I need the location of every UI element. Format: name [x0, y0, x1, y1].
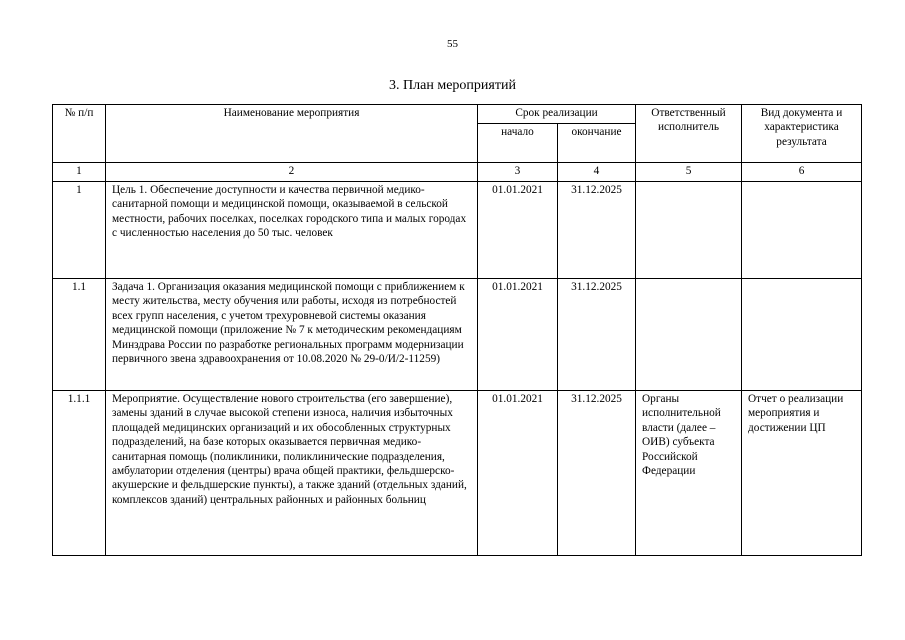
column-number: 3 — [478, 163, 558, 182]
header-responsible: Ответственный исполнитель — [636, 105, 742, 163]
row-num: 1.1.1 — [53, 391, 106, 556]
column-numbers-row — [53, 163, 862, 182]
row-name: Задача 1. Организация оказания медицинской помощи с приближением к месту жительства, месту обучения или работы, исходя из потребностей всех групп населения, с учетом трехуровневой системы оказания медицинской помощи (приложение № 7 к методическим рекомендациям Минздрава России по разработке региональных программ модернизации первичного звена здравоохранения от 10.08.2020 № 29-0/И/2-11259) — [106, 279, 478, 391]
header-row — [53, 105, 862, 124]
column-number: 5 — [636, 163, 742, 182]
row-end: 31.12.2025 — [558, 182, 636, 279]
header-document: Вид документа и характеристика результата — [742, 105, 862, 163]
row-start: 01.01.2021 — [478, 182, 558, 279]
column-number: 6 — [742, 163, 862, 182]
header-end: окончание — [558, 124, 636, 163]
row-name: Цель 1. Обеспечение доступности и качества первичной медико-санитарной помощи и медицинской помощи, оказываемой в сельской местности, рабочих поселках, поселках городского типа и малых городах с численностью населения до 50 тыс. человек — [106, 182, 478, 279]
row-responsible — [636, 279, 742, 391]
table-row — [53, 279, 862, 391]
row-document — [742, 279, 862, 391]
row-responsible: Органы исполнительной власти (далее – ОИВ) субъекта Российской Федерации — [636, 391, 742, 556]
column-number: 1 — [53, 163, 106, 182]
row-document: Отчет о реализации мероприятия и достижении ЦП — [742, 391, 862, 556]
row-document — [742, 182, 862, 279]
row-end: 31.12.2025 — [558, 391, 636, 556]
row-responsible — [636, 182, 742, 279]
column-number: 4 — [558, 163, 636, 182]
row-start: 01.01.2021 — [478, 279, 558, 391]
page-number: 55 — [447, 38, 458, 50]
column-number: 2 — [106, 163, 478, 182]
table-row — [53, 182, 862, 279]
row-end: 31.12.2025 — [558, 279, 636, 391]
header-start: начало — [478, 124, 558, 163]
plan-table — [52, 104, 862, 556]
section-title: 3. План мероприятий — [389, 78, 516, 93]
header-name: Наименование мероприятия — [106, 105, 478, 163]
row-num: 1.1 — [53, 279, 106, 391]
row-name: Мероприятие. Осуществление нового строительства (его завершение), замены зданий в случае высокой степени износа, наличия избыточных площадей медицинских организаций и их обособленных структурных подразделений, на базе которых оказывается первичная медико-санитарная помощь (поликлиники, поликлинические подразделения, амбулатории отделения (центры) врача общей практики, фельдшерско-акушерские и фельдшерские пункты), а также зданий (отдельных зданий, комплексов зданий) центральных районных и районных больниц — [106, 391, 478, 556]
table-row — [53, 391, 862, 556]
header-period: Срок реализации — [478, 105, 636, 124]
row-start: 01.01.2021 — [478, 391, 558, 556]
row-num: 1 — [53, 182, 106, 279]
header-num: № п/п — [53, 105, 106, 163]
